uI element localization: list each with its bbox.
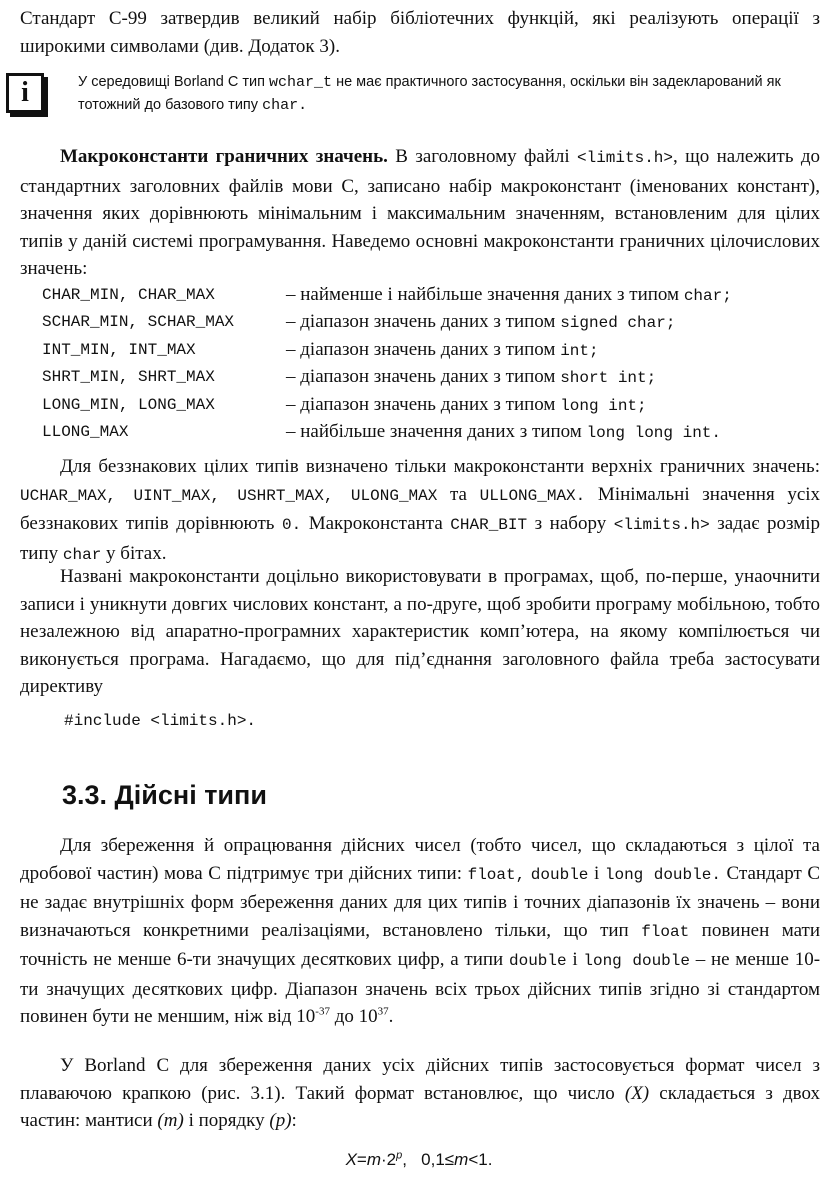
macro-description: – найменше і найбільше значення даних з типом char; bbox=[286, 283, 732, 305]
macro-description: – діапазон значень даних з типом long int; bbox=[286, 393, 647, 415]
macro-type: short int; bbox=[560, 369, 657, 388]
section-heading: 3.3. Дійсні типи bbox=[62, 780, 267, 810]
macro-description: – найбільше значення даних з типом long long int. bbox=[286, 421, 721, 443]
macros-table bbox=[42, 281, 732, 446]
macro-name: SCHAR_MIN, SCHAR_MAX bbox=[42, 313, 235, 332]
intro-text: Стандарт C-99 затвердив великий набір бібліотечних функцій, які реалізують операції з широкими символами (див. Додаток 3). bbox=[20, 8, 820, 57]
macro-row bbox=[42, 419, 732, 447]
macro-row bbox=[42, 391, 732, 419]
limits-title: Макроконстанти граничних значень. bbox=[60, 146, 388, 167]
intro-paragraph bbox=[20, 5, 820, 60]
note-text: У середовищі Borland C тип bbox=[78, 74, 265, 90]
macro-type: char; bbox=[683, 286, 732, 305]
macro-name: SHRT_MIN, SHRT_MAX bbox=[42, 368, 215, 387]
macro-description: – діапазон значень даних з типом int; bbox=[286, 338, 599, 360]
macro-row bbox=[42, 364, 732, 392]
usage-paragraph: Названі макроконстанти доцільно використовувати в програмах, щоб, по-перше, унаочнити записи і уникнути довгих числових констант, а по-друге, щоб зробити програму мобільною, тобто незалежною від апаратно-програмних характеристик комп’ютера, на якому компілюється чи виконується програма. Нагадаємо, що для під’єднання заголовного файла треба застосувати директиву bbox=[20, 566, 820, 697]
info-icon: i bbox=[6, 73, 44, 113]
borland-paragraph: У Borland C для збереження даних усіх дійсних типів застосовується формат чисел з плаваючою крапкою (рис. 3.1). Такий формат встановлює, що число (X) складається з двох частин: мантиси (m) і порядку (p): bbox=[20, 1055, 821, 1131]
macro-row bbox=[42, 281, 732, 309]
macro-type: signed char; bbox=[560, 314, 676, 333]
macro-description: – діапазон значень даних з типом signed char; bbox=[286, 311, 676, 333]
macro-description: – діапазон значень даних з типом short int; bbox=[286, 366, 657, 388]
macro-name: LONG_MIN, LONG_MAX bbox=[42, 395, 215, 414]
macro-type: long int; bbox=[560, 396, 647, 415]
macro-row bbox=[42, 309, 732, 337]
macro-name: CHAR_MIN, CHAR_MAX bbox=[42, 285, 215, 304]
real-types-paragraph: Для збереження й опрацювання дійсних чисел (тобто чисел, що складаються з цілої та дробової частин) мова C підтримує три дійсних типи: float, double і long double. Стандарт C не задає внутрішніх форм збереження даних для цих типів і точних діапазонів їх значень – вони визначаються конкретними реалізаціями, встановлено тільки, що тип float повинен мати точність не менше 6-ти значущих десяткових цифр, а типи double і long double – не менше 10-ти значущих десяткових цифр. Діапазон значень всіх трьох дійсних типів згідно зі стандартом повинен бути не меншим, ніж від $10^{-37}$ до $10^{37}$. bbox=[20, 835, 821, 1027]
note-text-middle: не має практичного застосування, оскільки він задекларований як тотожний до базового типу bbox=[78, 74, 781, 113]
include-directive: #include <limits.h>. bbox=[64, 712, 257, 730]
macro-row bbox=[42, 336, 732, 364]
macro-name: LLONG_MAX bbox=[42, 423, 129, 442]
note-block bbox=[78, 71, 820, 117]
limits-header-code: <limits.h> bbox=[576, 149, 673, 167]
macro-type: long long int. bbox=[586, 424, 721, 443]
limits-paragraph: Макроконстанти граничних значень. В заголовному файлі <limits.h>, що належить до стандартних заголовних файлів мови C, записано набір макроконстант (іменованих констант), значення яких дорівнюють мінімальним і максимальним значенням, встановленим для цілих типів у даній системі програмування. Наведемо основні макроконстанти граничних цілочислових значень: bbox=[20, 146, 821, 279]
float-formula: $X=m\cdot 2^p$, 0,1≤m<1. bbox=[345, 1149, 493, 1169]
unsigned-macros: UCHAR_MAX, UINT_MAX, USHRT_MAX, ULONG_MAX bbox=[20, 486, 438, 505]
macro-name: INT_MIN, INT_MAX bbox=[42, 340, 196, 359]
note-code-char: char. bbox=[262, 97, 308, 114]
note-code-wchar: wchar_t bbox=[269, 74, 333, 91]
unsigned-paragraph: Для беззнакових цілих типів визначено тільки макроконстанти верхніх граничних значень: UCHAR_MAX, UINT_MAX, USHRT_MAX, ULONG_MAX та ULLONG_MAX. Мінімальні значення усіх беззнакових типів дорівнюють 0. Макроконстанта CHAR_BIT з набору <limits.h> задає розмір типу char у бітах. bbox=[20, 456, 821, 564]
macro-type: int; bbox=[560, 341, 599, 360]
